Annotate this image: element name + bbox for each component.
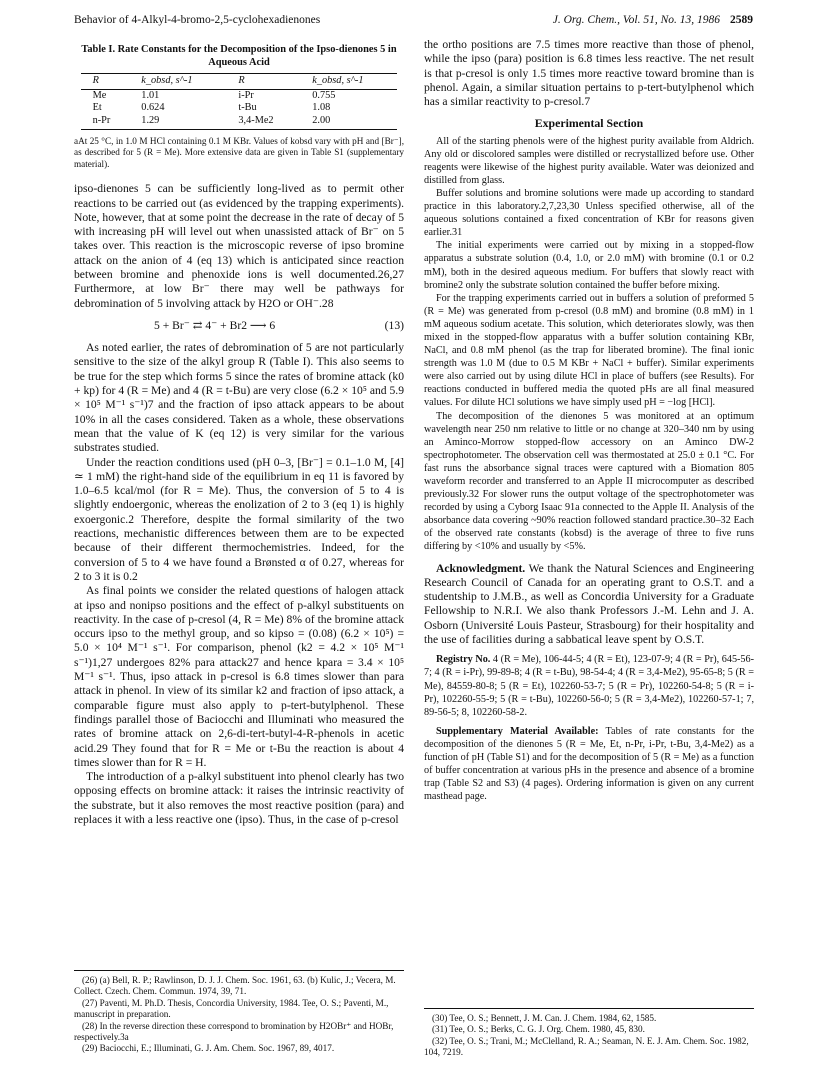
table-cell: 3,4-Me2 [226,115,300,130]
supplementary-material [424,725,754,804]
journal-name: J. Org. Chem., Vol. 51, No. 13, 1986 [552,14,720,26]
page-number: 2589 [730,14,753,26]
experimental-paragraph: Buffer solutions and bromine solutions were made up according to standard practice in this laboratory.2,7,23,30 Unless specified otherwise, all of the aqueous solutions contained a fixed concentration of KBr for reasons given earlier.31 [424,187,754,239]
table-footnote: aAt 25 °C, in 1.0 M HCl containing 0.1 M KBr. Values of kobsd vary with pH and [Br⁻], as described for 5 (R = Me). More extensive data are given in Table S1 (supplementary material). [74,136,404,169]
table-row [81,89,398,102]
footnote-item: (28) In the reverse direction these correspond to bromination by H2OBr⁺ and HOBr, respectively.3a [74,1020,394,1043]
body-paragraph: The introduction of a p-alkyl substituent into phenol clearly has two opposing effects on bromine attack: it raises the intrinsic reactivity of the substrate, but it also removes the most reactive position (para) and replaces it with a less reactive one (ipso). Thus, in the case of p-cresol [74,770,404,826]
right-column [424,38,754,803]
right-footnotes [424,1008,754,1059]
table-header-cell: R [81,74,130,90]
supplementary-label: Supplementary Material Available: [436,725,599,737]
body-paragraph: Under the reaction conditions used (pH 0–3, [Br⁻] = 0.1–1.0 M, [4] ≃ 1 mM) the right-hand side of the equilibrium in eq 11 is favored by 1.0–6.5 kcal/mol (for R = Me). Thus, the conversion of 5 to 4 is slightly endoergonic, whereas the enolization of 2 to 3 (eq 1) is highly exoergonic.2 Therefore, despite the formal similarity of the two reactions, mechanistic differences between them are to be expected because of their different thermochemistries. Indeed, for the conversion of 5 to 4 we have found a Brønsted α of 0.27, whereas for 2 to 3 it is 0.2 [74,455,404,583]
table-row [81,115,398,130]
experimental-paragraph: The decomposition of the dienones 5 was monitored at an optimum wavelength near 250 nm relative to little or no change at 320–340 nm by using an Aminco-Morrow stopped-flow accessory on an Aminco DW-2 spectrophotometer. The observation cell was thermostated at 25.0 ± 0.1 °C. For fast runs the absorbance signal traces were captured with a Biomation 805 waveform recorder and transferred to an Apple II microcomputer as described previously.32 For slower runs the output voltage of the spectrophotometer was recorded by using a Cyborg Isaac 91a connected to the Apple II. Analysis of the absorbance data covering ~90% reaction followed standard practice.30–32 Each of the observed rate constants (kobsd) is the average of three to five runs differing by <10% and usually by <5%. [424,410,754,553]
table-cell: 0.624 [141,102,165,113]
table-cell: 0.755 [312,89,336,101]
body-paragraph: As final points we consider the related questions of halogen attack at ipso and nonipso positions and the effect of p-alkyl substituents on reactivity. In the case of p-cresol (4, R = Me) 8% of the bromine attack occurs ipso to the methyl group, and so kipso = (0.08) (6.2 × 10⁵) = 5.0 × 10⁴ M⁻¹ s⁻¹. For comparison, phenol (k2 = 4.2 × 10⁵ M⁻¹ s⁻¹)1,27 undergoes 82% para attack27 and hence kpara = 3.4 × 10⁵ M⁻¹ s⁻¹. Thus, ipso attack in p-cresol is 6.8 times slower than para attack in phenol. In view of its similar k2 and fraction of ipso attack, a comparable figure must also apply to p-tert-butylphenol. These findings parallel those of Baciocchi and Illuminati who measured the rates of bromine attack on 2,6-di-tert-butyl-4-R-phenols in acetic acid.29 They found that for R = Me or t-Bu the reaction is about 4 times slower than for R = H. [74,584,404,769]
table-header-cell: k_obsd, s^-1 [300,74,397,90]
acknowledgment-label: Acknowledgment. [436,561,526,575]
running-title: Behavior of 4-Alkyl-4-bromo-2,5-cyclohexadienones [74,14,321,26]
experimental-paragraph: The initial experiments were carried out by mixing in a stopped-flow apparatus a substrate solution (0.4, 1.0, or 2.0 mM) with bromine (0.1 or 0.2 mM), both in the desired aqueous medium. For buffers that slowly react with bromine2 only the substrate solution contained the buffer before mixing. [424,240,754,291]
acknowledgment [424,562,754,648]
footnote-item: (29) Baciocchi, E.; Illuminati, G. J. Am. Chem. Soc. 1967, 89, 4017. [82,1043,335,1054]
body-paragraph: As noted earlier, the rates of debromination of 5 are not particularly sensitive to the size of the alkyl group R (Table I). This also seems to be true for the step which forms 5 since the rates of bromine attack (k0 + kp) for 4 (R = Me) and 4 (R = t-Bu) are very close (6.2 × 10⁵ and 5.9 × 10⁵ M⁻¹ s⁻¹)7 and the fraction of ipso attack appears to be about 10% in all the cases considered. Taken as a whole, these observations mean that the value of K (eq 12) is very similar for the various substrates studied. [74,341,404,455]
experimental-paragraph: For the trapping experiments carried out in buffers a solution of preformed 5 (R = Me) was generated from p-cresol (0.8 mM) and bromine (0.8 mM) in 1 mM aqueous sodium acetate. This solution, which deteriorates slowly, was then mixed in the stopped-flow apparatus with a buffer solution containing KBr, NaCl, and 0.8 mM phenol (as the trap for liberated bromine). The final ionic strength was 1.0 M (due to 0.5 M KBr + NaCl + buffer). Similar experiments were also carried out by using dilute HCl in place of buffers (see Results). For reactions conducted in buffered media the quoted pHs are all final measured values. For dilute HCl solutions we have simply used pH = −log [HCl]. [424,292,754,409]
journal-citation [553,14,753,26]
table-row [81,102,398,115]
running-header [74,14,753,32]
footnote-item: (32) Tee, O. S.; Trani, M.; McClelland, R. A.; Seaman, N. E. J. Am. Chem. Soc. 1982, 104, 7219. [424,1035,749,1058]
footnote-item: (30) Tee, O. S.; Bennett, J. M. Can. J. Chem. 1984, 62, 1585. [432,1013,657,1023]
footnote-item: (27) Paventi, M. Ph.D. Thesis, Concordia University, 1984. Tee, O. S.; Paventi, M., manuscript in preparation. [74,997,389,1020]
equation-text: 5 + Br⁻ ⇄ 4⁻ + Br2 ⟶ 6 [154,318,276,332]
table-cell: 1.29 [129,115,226,130]
table-cell: 2.00 [300,115,397,130]
registry-text: 4 (R = Me), 106-44-5; 4 (R = Et), 123-07-9; 4 (R = Pr), 645-56-7; 4 (R = i-Pr), 99-89-8; 4 (R = t-Bu), 98-54-4; 4 (R = 3,4-Me2), 95-65-8; 5 (R = Me), 84559-80-8; 5 (R = Et), 102260-53-7; 5 (R = Pr), 102260-54-8; 5 (R = i-Pr), 102260-55-9; 5 (R = t-Bu), 102260-56-0; 5 (R = 3,4-Me2), 102260-57-1; 7, 89-56-5; 8, 102260-58-2. [424,654,755,718]
table-cell: t-Bu [238,102,257,113]
table-cell: i-Pr [238,89,254,101]
table-title: Table I. Rate Constants for the Decomposition of the Ipso-dienones 5 in Aqueous Acid [81,44,397,68]
table-cell: Me [92,89,107,101]
footnote-item: (31) Tee, O. S.; Berks, C. G. J. Org. Chem. 1980, 45, 830. [432,1024,645,1035]
table-cell: 1.01 [141,89,160,101]
acknowledgment-text: We thank the Natural Sciences and Engineering Research Council of Canada for an operating grant to O.S.T. and a studentship to J.M.B., as well as Concordia University for a Graduate Fellowship to N.R.I. We also thank Professors J.-M. Lehn and J. A. Osborn (Université Louis Pasteur, Strasbourg) for their hospitality and the use of facilities during a sabbatical leave spent by O.S.T. [424,561,754,647]
supplementary-text: Tables of rate constants for the decomposition of the dienones 5 (R = Me, Et, n-Pr, i-Pr, t-Bu, 3,4-Me2) as a function of pH (Table S1) and for the decomposition of 5 (R = Me) as a function of buffer concentration at various pHs in the presence and absence of a bromine trap (Table S2 and S3) (4 pages). Ordering information is given on any current masthead page. [424,725,754,803]
table-cell: n-Pr [81,115,130,130]
section-heading: Experimental Section [534,116,644,131]
table-header-row [81,74,398,90]
experimental-paragraph: All of the starting phenols were of the highest purity available from Aldrich. Any old or discolored samples were distilled or recrystallized before use. Other reagents were likewise of the highest purity available. Water was deionized and distilled from glass. [424,135,754,186]
rate-constants-table [81,73,398,130]
table-cell: Et [92,102,102,113]
body-paragraph: the ortho positions are 7.5 times more reactive than those of phenol, while the ipso (para) position is 6.8 times less reactive. The net result is that p-cresol is only 1.5 times more reactive toward bromine than is phenol. Again, a similar situation pertains to p-tert-butylphenol which has a similar reactivity to p-cresol.7 [424,38,754,109]
table-cell: 1.08 [312,102,331,113]
equation-13 [74,311,404,341]
left-column [74,38,404,827]
table-header-cell: R [226,74,300,90]
equation-number: (13) [384,318,404,332]
registry-label: Registry No. [436,654,491,666]
footnote-item: (26) (a) Bell, R. P.; Rawlinson, D. J. J. Chem. Soc. 1961, 63. (b) Kulic, J.; Vecera, M. Collect. Czech. Chem. Commun. 1974, 39, 71. [74,975,396,997]
table-header-cell: k_obsd, s^-1 [129,74,226,90]
body-paragraph: ipso-dienones 5 can be sufficiently long-lived as to permit other reactions to be carried out (as evidenced by the trapping experiments). Note, however, that at some point the decrease in the rate of decay of 5 with increasing pH will level out when unassisted attack of Br⁻ on 5 takes over. This reaction is the microscopic reverse of ipso bromine attack on the anion of 4 (eq 13) which is anticipated since reaction between bromine and phenoxide ions is well documented.26,27 Furthermore, at low Br⁻ there may well be pathways for debromination of 5 involving attack by H2O or OH⁻.28 [74,182,404,310]
left-footnotes [74,970,404,1055]
registry-numbers [424,653,754,718]
